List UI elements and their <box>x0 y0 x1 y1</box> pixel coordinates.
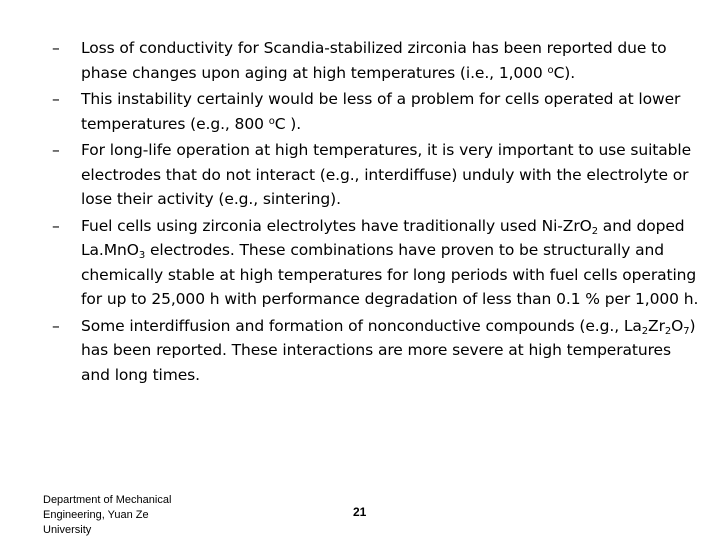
footer-line: Department of Mechanical <box>43 494 172 506</box>
bullet-dash: – <box>52 141 60 159</box>
superscript: o <box>547 64 554 76</box>
bullet-item <box>52 138 702 212</box>
bullet-text: Some interdiffusion and formation of nonconductive compounds (e.g., La <box>81 316 642 335</box>
subscript: 2 <box>591 225 598 237</box>
bullet-dash: – <box>52 39 60 57</box>
bullet-text: ) has been reported. These interactions are more severe at high temperatures and long times. <box>81 316 696 384</box>
bullet-text: For long-life operation at high temperatures, it is very important to use suitable electrodes that do not interact (e.g., interdiffuse) unduly with the electrolyte or lose their activity (e.g., sintering). <box>81 141 692 208</box>
bullet-text: O <box>671 316 684 335</box>
bullet-dash: – <box>52 216 60 235</box>
bullet-text: Zr <box>648 316 665 335</box>
footer-line: Engineering, Yuan Ze <box>43 509 149 521</box>
bullet-text: electrodes. These combinations have proven to be structurally and chemically stable at high temperatures for long periods with fuel cells operating for up to 25,000 h with performance degradation of less than 0.1 % per 1,000 h. <box>81 241 699 308</box>
bullet-text: C ). <box>274 114 302 133</box>
bullet-item <box>52 36 702 85</box>
superscript: o <box>268 115 275 127</box>
bullet-item <box>52 314 702 388</box>
subscript: 2 <box>664 325 672 337</box>
bullet-dash: – <box>52 90 60 108</box>
subscript: 7 <box>683 325 690 337</box>
bullet-text: This instability certainly would be less of a problem for cells operated at lower temperatures (e.g., 800 <box>81 90 681 133</box>
bullet-text: Loss of conductivity for Scandia-stabilized zirconia has been reported due to phase changes upon aging at high temperatures (i.e., 1,000 <box>81 39 667 82</box>
footer-department <box>43 493 203 538</box>
bullet-dash: – <box>52 316 60 335</box>
bullet-text: and doped La.MnO <box>81 216 685 259</box>
bullet-text: C). <box>553 63 576 82</box>
bullet-item <box>52 214 702 312</box>
footer-line: University <box>43 524 92 536</box>
bullet-item <box>52 87 702 136</box>
bullet-list <box>52 36 702 389</box>
bullet-text: Fuel cells using zirconia electrolytes have traditionally used Ni-ZrO <box>81 216 592 235</box>
page-number: 21 <box>353 505 367 519</box>
subscript: 2 <box>641 325 649 337</box>
subscript: 3 <box>138 250 146 261</box>
